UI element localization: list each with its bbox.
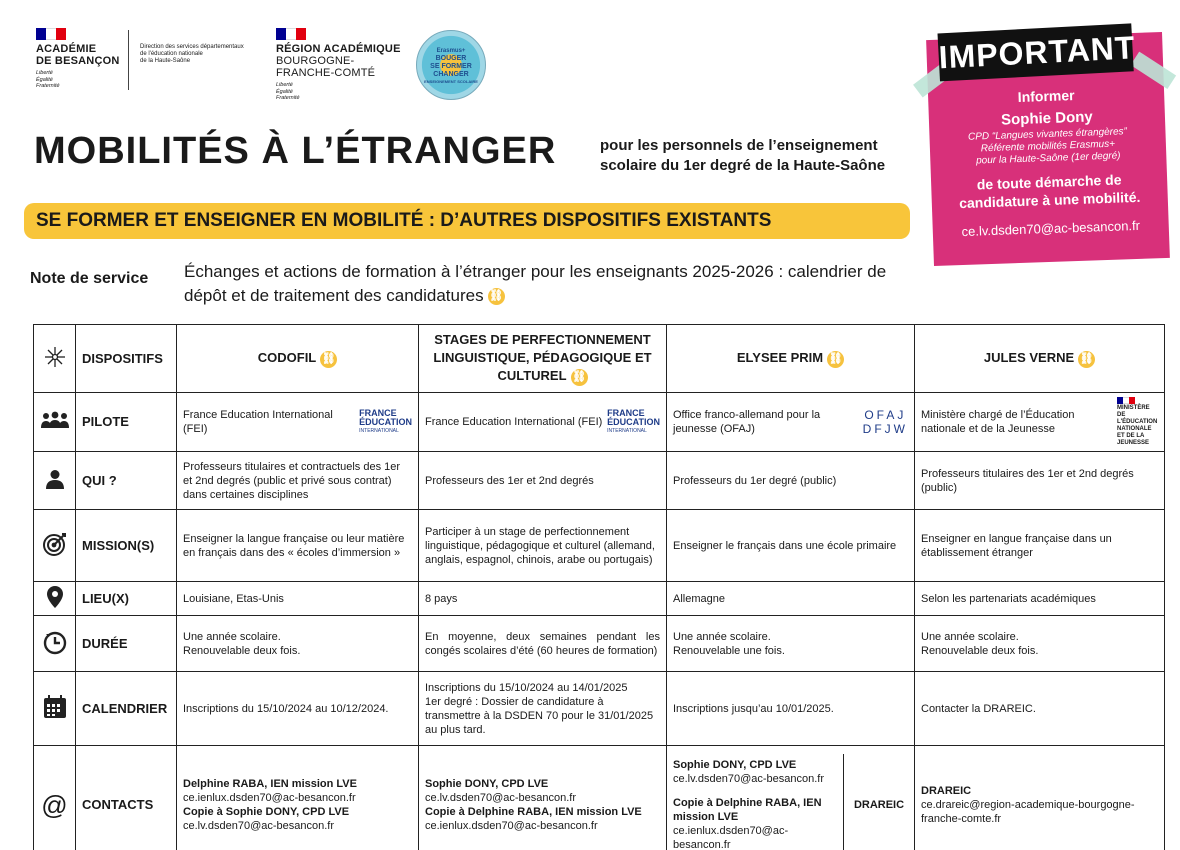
table-cell: Professeurs du 1er degré (public) [667, 452, 915, 510]
logo-line: FRANCE [607, 407, 645, 418]
page-title: MOBILITÉS À L’ÉTRANGER [34, 130, 557, 172]
table-cell: Professeurs titulaires des 1er et 2nd degrés (public) [915, 452, 1165, 510]
note-label: Note de service [30, 270, 149, 287]
table-cell [667, 616, 915, 672]
person-icon [34, 452, 76, 510]
table-cell [177, 393, 419, 452]
column-jules-verne [915, 325, 1165, 393]
logo-divider [128, 30, 129, 90]
table-cell [667, 393, 915, 452]
logo-line: BOURGOGNE- [276, 55, 355, 67]
table-cell [915, 746, 1165, 850]
cell-line: Renouvelable deux fois. [183, 644, 301, 657]
table-cell: Enseigner la langue française ou leur matière en français dans des « écoles d’immersion » [177, 510, 419, 582]
table-cell: Enseigner en langue française dans un établissement étranger [915, 510, 1165, 582]
motto-line: Fraternité [276, 95, 300, 101]
network-icon [34, 325, 76, 393]
table-cell: Contacter la DRAREIC. [915, 672, 1165, 746]
dsden-line: de l'éducation nationale [140, 51, 203, 57]
table-cell: Participer à un stage de perfectionnement linguistique, pédagogique et culturel (allemand, anglais, espagnol, chinois, arabe ou portugais) [419, 510, 667, 582]
erasmus-line: Erasmus+ [436, 47, 466, 54]
cell-line: Une année scolaire. [921, 630, 1019, 643]
table-cell: Selon les partenariats académiques [915, 582, 1165, 616]
logo-line: NATIONALE [1116, 426, 1152, 432]
row-label: LIEU(X) [76, 582, 177, 616]
important-role [929, 125, 1166, 169]
ministere-logo [1117, 397, 1158, 447]
logo-line: INTERNATIONAL [359, 427, 399, 434]
row-label: QUI ? [76, 452, 177, 510]
link-icon[interactable]: ⛓ [827, 351, 844, 368]
row-label: PILOTE [76, 393, 177, 452]
row-label: CONTACTS [76, 746, 177, 850]
link-icon[interactable]: ⛓ [571, 369, 588, 386]
motto-line: Liberté [36, 70, 53, 76]
cell-line: Une année scolaire. [673, 630, 771, 643]
table-cell: Enseigner le français dans une école primaire [667, 510, 915, 582]
contact-email[interactable]: ce.lv.dsden70@ac-besancon.fr [183, 819, 334, 832]
dispositifs-table [33, 324, 1165, 850]
table-row-pilote [34, 393, 1165, 452]
section-banner: SE FORMER ET ENSEIGNER EN MOBILITÉ : D’AUTRES DISPOSITIFS EXISTANTS [24, 203, 910, 239]
cell-line: Renouvelable une fois. [673, 644, 785, 657]
column-codofil [177, 325, 419, 393]
important-inform: Informer [1017, 87, 1075, 106]
contact-main [673, 754, 844, 850]
table-row-duree [34, 616, 1165, 672]
important-main-text: de toute démarche de candidature à une mobilité. [958, 171, 1141, 212]
contact-name: Copie à Delphine RABA, IEN mission LVE [425, 805, 642, 818]
erasmus-logo [416, 30, 486, 100]
column-title: ELYSEE PRIM [736, 350, 824, 366]
contact-email[interactable]: ce.lv.dsden70@ac-besancon.fr [425, 791, 576, 804]
table-cell: Professeurs des 1er et 2nd degrés [419, 452, 667, 510]
contact-side-label: DRAREIC [853, 798, 905, 811]
important-tag: IMPORTANT [937, 23, 1133, 81]
group-icon [34, 393, 76, 452]
logo-line: ÉDUCATION [607, 416, 660, 427]
contact-name: DRAREIC [921, 784, 972, 797]
link-icon[interactable]: ⛓ [1078, 351, 1095, 368]
table-cell [419, 616, 667, 672]
motto-line: Fraternité [36, 83, 60, 89]
note-text [184, 260, 904, 308]
erasmus-line: BOUGER [435, 54, 467, 62]
erasmus-line: ENSEIGNEMENT SCOLAIRE [424, 78, 478, 84]
contact-name: Copie à Delphine RABA, IEN mission LVE [673, 796, 822, 823]
role-line: pour la Haute-Saône (1er degré) [975, 150, 1121, 167]
logo-line: INTERNATIONAL [607, 427, 647, 434]
logo-line: RÉGION ACADÉMIQUE [276, 43, 401, 55]
fei-logo [359, 409, 412, 436]
contact-name: Delphine RABA, IEN mission LVE [183, 777, 357, 790]
logo-line: FRANCE [359, 407, 397, 418]
at-sign-icon: @ [34, 746, 76, 850]
logo-line: ÉDUCATION [359, 416, 412, 427]
location-pin-icon [34, 582, 76, 616]
column-title: STAGES DE PERFECTIONNEMENT LINGUISTIQUE, PÉDAGOGIQUE ET CULTUREL [433, 332, 652, 384]
table-row-contacts [34, 746, 1165, 850]
table-cell [419, 746, 667, 850]
row-label: CALENDRIER [76, 672, 177, 746]
cell-line: Inscriptions du 15/10/2024 au 14/01/2025 [425, 681, 628, 694]
table-cell: Allemagne [667, 582, 915, 616]
logo-line: DFJW [862, 422, 908, 436]
french-flag-icon [276, 28, 306, 40]
contact-name: Copie à Sophie DONY, CPD LVE [183, 805, 350, 818]
ofaj-logo [863, 408, 908, 436]
fei-logo [607, 409, 660, 436]
target-icon [34, 510, 76, 582]
french-flag-icon [36, 28, 66, 40]
important-contact-name: Sophie Dony [1000, 108, 1094, 129]
header-dispositifs: DISPOSITIFS [76, 325, 177, 393]
table-cell: Louisiane, Etas-Unis [177, 582, 419, 616]
column-stages [419, 325, 667, 393]
erasmus-line: CHANGER [433, 70, 469, 78]
table-cell: 8 pays [419, 582, 667, 616]
table-cell [419, 393, 667, 452]
logo-line: ACADÉMIE [36, 43, 97, 55]
column-title: CODOFIL [257, 350, 317, 366]
cell-line: Renouvelable deux fois. [921, 644, 1039, 657]
note-link-text[interactable]: Échanges et actions de formation à l’étranger pour les enseignants 2025-2026 : calendrier de dépôt et de traitement des candidatures [184, 262, 887, 305]
table-cell: Inscriptions jusqu’au 10/01/2025. [667, 672, 915, 746]
role-line: CPD “Langues vivantes étrangères” [967, 126, 1128, 143]
table-row-mission [34, 510, 1165, 582]
erasmus-line: SE FORMER [430, 62, 472, 70]
contact-name: Sophie DONY, CPD LVE [673, 758, 797, 771]
table-cell: Professeurs titulaires et contractuels des 1er et 2nd degrés (public et privé sous contrat) dans certaines disciplines [177, 452, 419, 510]
table-cell [419, 672, 667, 746]
row-label: MISSION(S) [76, 510, 177, 582]
column-title: JULES VERNE [983, 350, 1075, 366]
motto-line: Égalité [36, 76, 53, 83]
cell-line: 1er degré : Dossier de candidature à transmettre à la DSDEN 70 pour le 31/01/2025 au plus tard. [425, 695, 654, 736]
contact-split [673, 754, 914, 850]
logo-region-academique [276, 28, 401, 102]
cell-text: Office franco-allemand pour la jeunesse (OFAJ) [673, 409, 821, 435]
row-label: DURÉE [76, 616, 177, 672]
motto-line: Égalité [276, 88, 293, 95]
cell-line: En moyenne, deux semaines pendant les congés scolaires d’été (60 heures de formation) [425, 630, 660, 657]
motto-line: Liberté [276, 82, 293, 88]
contact-email[interactable]: ce.ienlux.dsden70@ac-besancon.fr [183, 791, 356, 804]
contact-name: Sophie DONY, CPD LVE [425, 777, 549, 790]
table-row-lieu [34, 582, 1165, 616]
table-header-row [34, 325, 1165, 393]
table-cell: Inscriptions du 15/10/2024 au 10/12/2024. [177, 672, 419, 746]
table-row-calendrier [34, 672, 1165, 746]
page-subtitle: pour les personnels de l’enseignement scolaire du 1er degré de la Haute-Saône [600, 137, 886, 174]
logo-line: MINISTÈRE [1116, 405, 1150, 411]
link-icon[interactable]: ⛓ [488, 288, 505, 305]
contact-email[interactable]: ce.lv.dsden70@ac-besancon.fr [673, 772, 824, 785]
dsden-line: de la Haute-Saône [140, 58, 191, 64]
role-line: Référente mobilités Erasmus+ [980, 138, 1116, 155]
table-cell [177, 746, 419, 850]
contact-email[interactable]: ce.drareic@region-academique-bourgogne-franche-comte.fr [921, 798, 1135, 825]
important-email[interactable]: ce.lv.dsden70@ac-besancon.fr [961, 217, 1141, 240]
contact-email[interactable]: ce.ienlux.dsden70@ac-besancon.fr [673, 824, 789, 850]
table-cell [915, 393, 1165, 452]
link-icon[interactable]: ⛓ [320, 351, 337, 368]
cell-text: France Education International (FEI) [425, 416, 603, 428]
important-notice [926, 29, 1170, 266]
timer-icon [34, 616, 76, 672]
cell-text: Ministère chargé de l’Éducation nationale et de la Jeunesse [921, 409, 1075, 435]
column-elysee-prim [667, 325, 915, 393]
dsden-line: Direction des services départementaux [140, 44, 244, 50]
table-cell [915, 616, 1165, 672]
logo-line: DE L'ÉDUCATION [1116, 412, 1158, 425]
cell-text: France Education International (FEI) [183, 409, 333, 435]
french-flag-icon [1117, 397, 1135, 404]
calendar-icon [34, 672, 76, 746]
logo-academie-besancon [36, 28, 120, 90]
contact-email[interactable]: ce.ienlux.dsden70@ac-besancon.fr [425, 819, 598, 832]
table-cell [667, 746, 915, 850]
dsden-label [140, 44, 260, 65]
logo-line: OFAJ [864, 408, 907, 422]
logo-line: ET DE LA JEUNESSE [1116, 433, 1149, 446]
table-cell [177, 616, 419, 672]
header-logos [36, 28, 516, 108]
cell-line: Une année scolaire. [183, 630, 281, 643]
logo-line: DE BESANÇON [36, 55, 120, 67]
table-row-qui [34, 452, 1165, 510]
logo-line: FRANCHE-COMTÉ [276, 67, 376, 79]
